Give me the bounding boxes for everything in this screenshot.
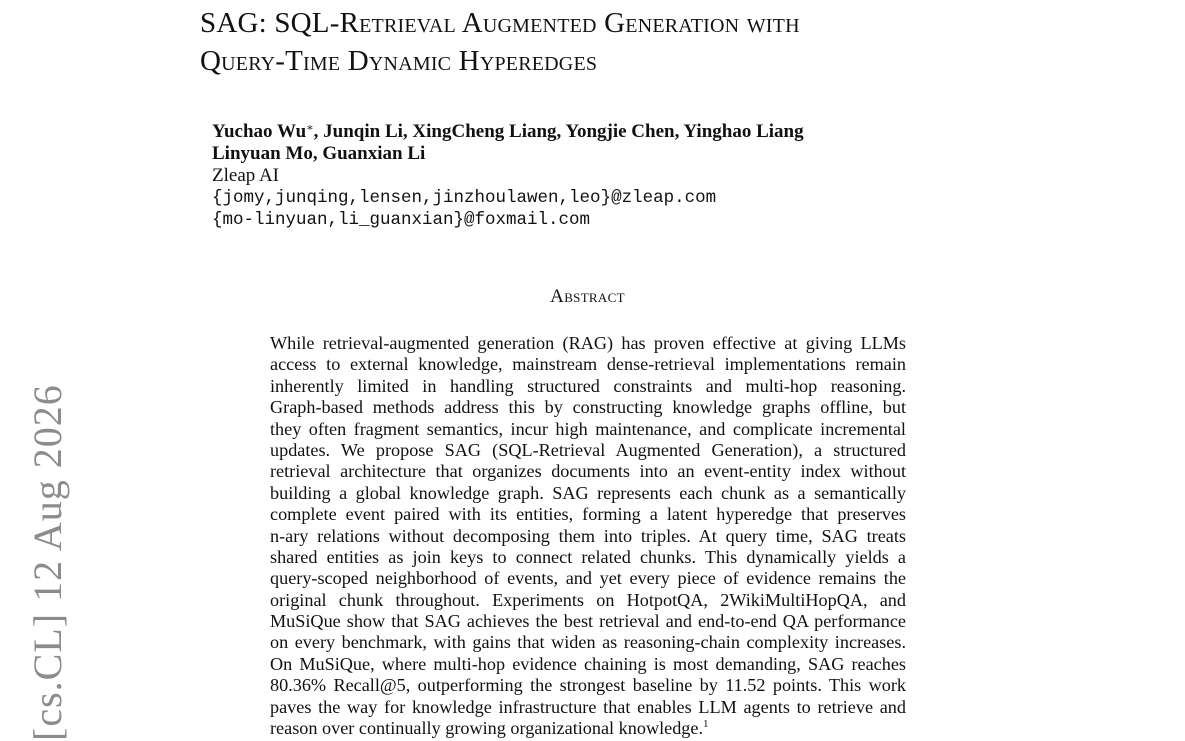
arxiv-side-stamp: [cs.CL] 12 Aug 2026 — [25, 384, 70, 741]
abstract-line-text: Graph-based methods address this by constructing knowledge graphs offline, but — [270, 397, 906, 418]
abstract-line-text: they often fragment semantics, incur high maintenance, and complicate incremental — [270, 418, 906, 439]
abstract-line-text: n-ary relations without decomposing them into triples. At query time, SAG treats — [270, 525, 906, 546]
abstract-line — [270, 333, 906, 354]
abstract-line-text: retrieval architecture that organizes documents into an event-entity index without — [270, 461, 906, 482]
author-line-2: Linyuan Mo, Guanxian Li — [212, 143, 426, 164]
abstract-line — [270, 483, 906, 504]
abstract-line — [270, 419, 906, 440]
abstract-line — [270, 654, 906, 675]
abstract-line — [270, 632, 906, 653]
coauthors-line-1: , Junqin Li, XingCheng Liang, Yongjie Chen, Yinghao Liang — [313, 121, 804, 142]
abstract-line — [270, 547, 906, 568]
abstract-line-text: inherently limited in handling structured constraints and multi-hop reasoning. — [270, 375, 906, 396]
footnote-marker: 1 — [703, 718, 709, 731]
abstract-line — [270, 718, 906, 739]
abstract-line-text: paves the way for knowledge infrastructure that enables LLM agents to retrieve and — [270, 696, 906, 717]
abstract-line-text: MuSiQue show that SAG achieves the best retrieval and end-to-end QA performance — [270, 611, 906, 632]
abstract-line-text: While retrieval-augmented generation (RAG) has proven effective at giving LLMs — [270, 333, 906, 353]
abstract-line — [270, 697, 906, 718]
author-block — [212, 121, 1012, 231]
title-line-1: SAG: SQL-Retrieval Augmented Generation with — [200, 7, 800, 39]
abstract-line — [270, 526, 906, 547]
abstract-line-text: complete event paired with its entities, forming a latent hyperedge that preserves — [270, 504, 906, 525]
abstract-line — [270, 376, 906, 397]
abstract-line-text: updates. We propose SAG (SQL-Retrieval Augmented Generation), a structured — [270, 439, 906, 460]
abstract-line — [270, 568, 906, 589]
first-author: Yuchao Wu — [212, 121, 307, 142]
email-line-1: {jomy,junqing,lensen,jinzhoulawen,leo}@zleap.com — [212, 188, 717, 208]
paper-title — [200, 4, 1160, 80]
abstract-line — [270, 397, 906, 418]
author-line-1 — [212, 121, 1012, 143]
abstract-line — [270, 590, 906, 611]
abstract-line-text: reason over continually growing organizational knowledge. — [270, 718, 704, 739]
abstract-line — [270, 354, 906, 375]
abstract-line-text: access to external knowledge, mainstream dense-retrieval implementations remain — [270, 354, 906, 375]
abstract-line-text: building a global knowledge graph. SAG represents each chunk as a semantically — [270, 482, 906, 503]
affiliation: Zleap AI — [212, 165, 280, 186]
abstract-line-text: query-scoped neighborhood of events, and yet every piece of evidence remains the — [270, 568, 906, 589]
abstract-line — [270, 440, 906, 461]
abstract-line-text: On MuSiQue, where multi-hop evidence chaining is most demanding, SAG reaches — [270, 653, 906, 674]
abstract-line-text: shared entities as join keys to connect related chunks. This dynamically yields a — [270, 546, 906, 567]
abstract-line — [270, 504, 906, 525]
abstract-line-text: on every benchmark, with gains that widen as reasoning-chain complexity increases. — [270, 632, 906, 653]
abstract-line-text: 80.36% Recall@5, outperforming the strongest baseline by 11.52 points. This work — [270, 675, 906, 696]
corresponding-author-mark: ∗ — [306, 122, 314, 134]
abstract-line — [270, 461, 906, 482]
abstract-body — [270, 333, 906, 739]
abstract-line-text: original chunk throughout. Experiments on HotpotQA, 2WikiMultiHopQA, and — [270, 589, 906, 610]
abstract-heading: Abstract — [550, 286, 625, 307]
abstract-line — [270, 675, 906, 696]
email-line-2: {mo-linyuan,li_guanxian}@foxmail.com — [212, 210, 591, 230]
title-line-2: Query-Time Dynamic Hyperedges — [200, 45, 598, 77]
abstract-line — [270, 611, 906, 632]
